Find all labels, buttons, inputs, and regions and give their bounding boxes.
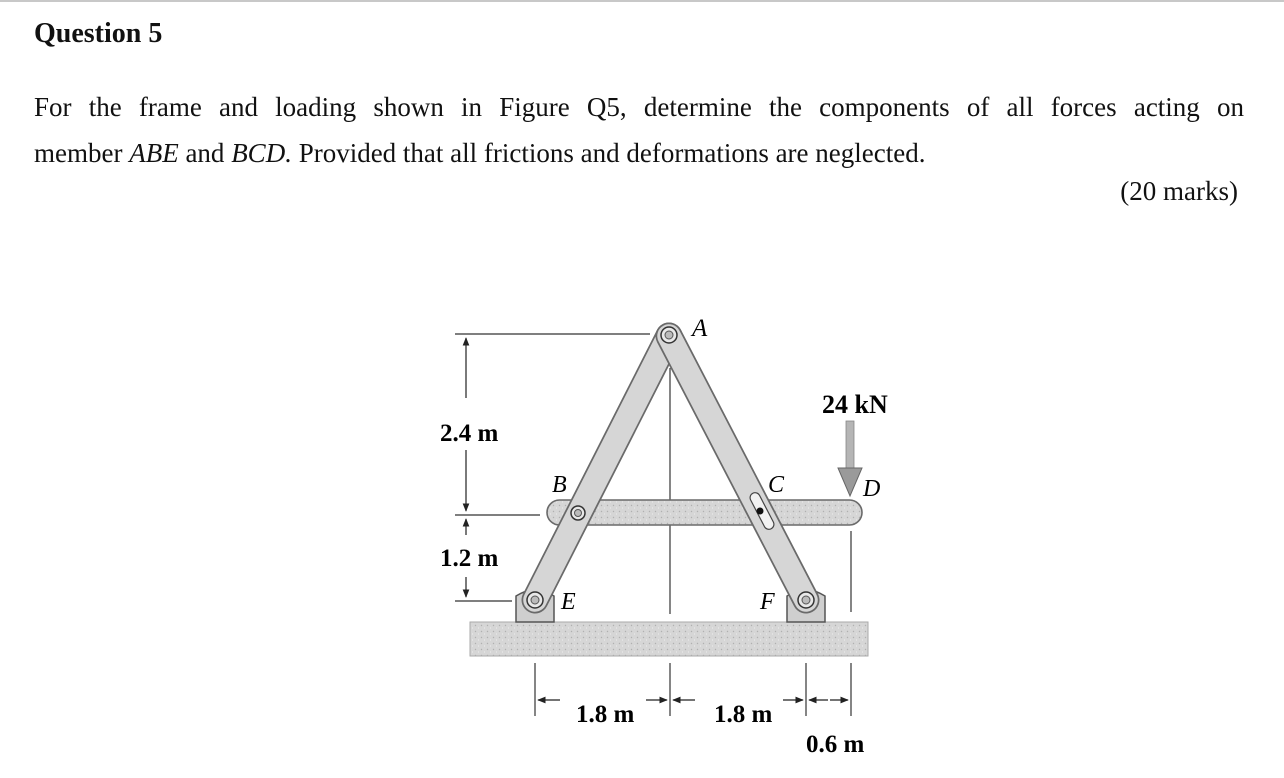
label-d: D (863, 476, 881, 502)
question-title: Question 5 (34, 18, 163, 49)
member-bcd: BCD. (231, 138, 292, 168)
ground (470, 622, 868, 656)
pin-c (757, 508, 764, 515)
question-line-1: For the frame and loading shown in Figure Q5, determine the components of all forces acting on (34, 92, 1244, 122)
label-b: B (552, 472, 567, 498)
label-e: E (561, 589, 576, 615)
marks: (20 marks) (1120, 176, 1238, 206)
dim-width-right: 0.6 m (806, 731, 865, 758)
label-f: F (760, 589, 775, 615)
text-member: member (34, 138, 130, 168)
dim-height-lower: 1.2 m (440, 545, 499, 572)
load-arrow-shaft (846, 421, 854, 471)
pin-f (798, 592, 814, 608)
load-arrow-head (838, 468, 862, 496)
member-abe-fill (535, 336, 669, 600)
pin-a (661, 327, 677, 343)
member-abe: ABE (129, 138, 179, 168)
load-label: 24 kN (822, 390, 888, 419)
member-af-fill (669, 336, 806, 600)
pin-b (571, 506, 585, 520)
label-c: C (768, 472, 785, 498)
text-provided: Provided that all frictions and deformations are neglected. (291, 138, 926, 168)
text-and: and (178, 138, 232, 168)
dim-height-upper: 2.4 m (440, 420, 499, 447)
dim-width-left: 1.8 m (576, 701, 635, 728)
label-a: A (692, 315, 708, 342)
dim-width-mid: 1.8 m (714, 701, 773, 728)
pin-e (527, 592, 543, 608)
